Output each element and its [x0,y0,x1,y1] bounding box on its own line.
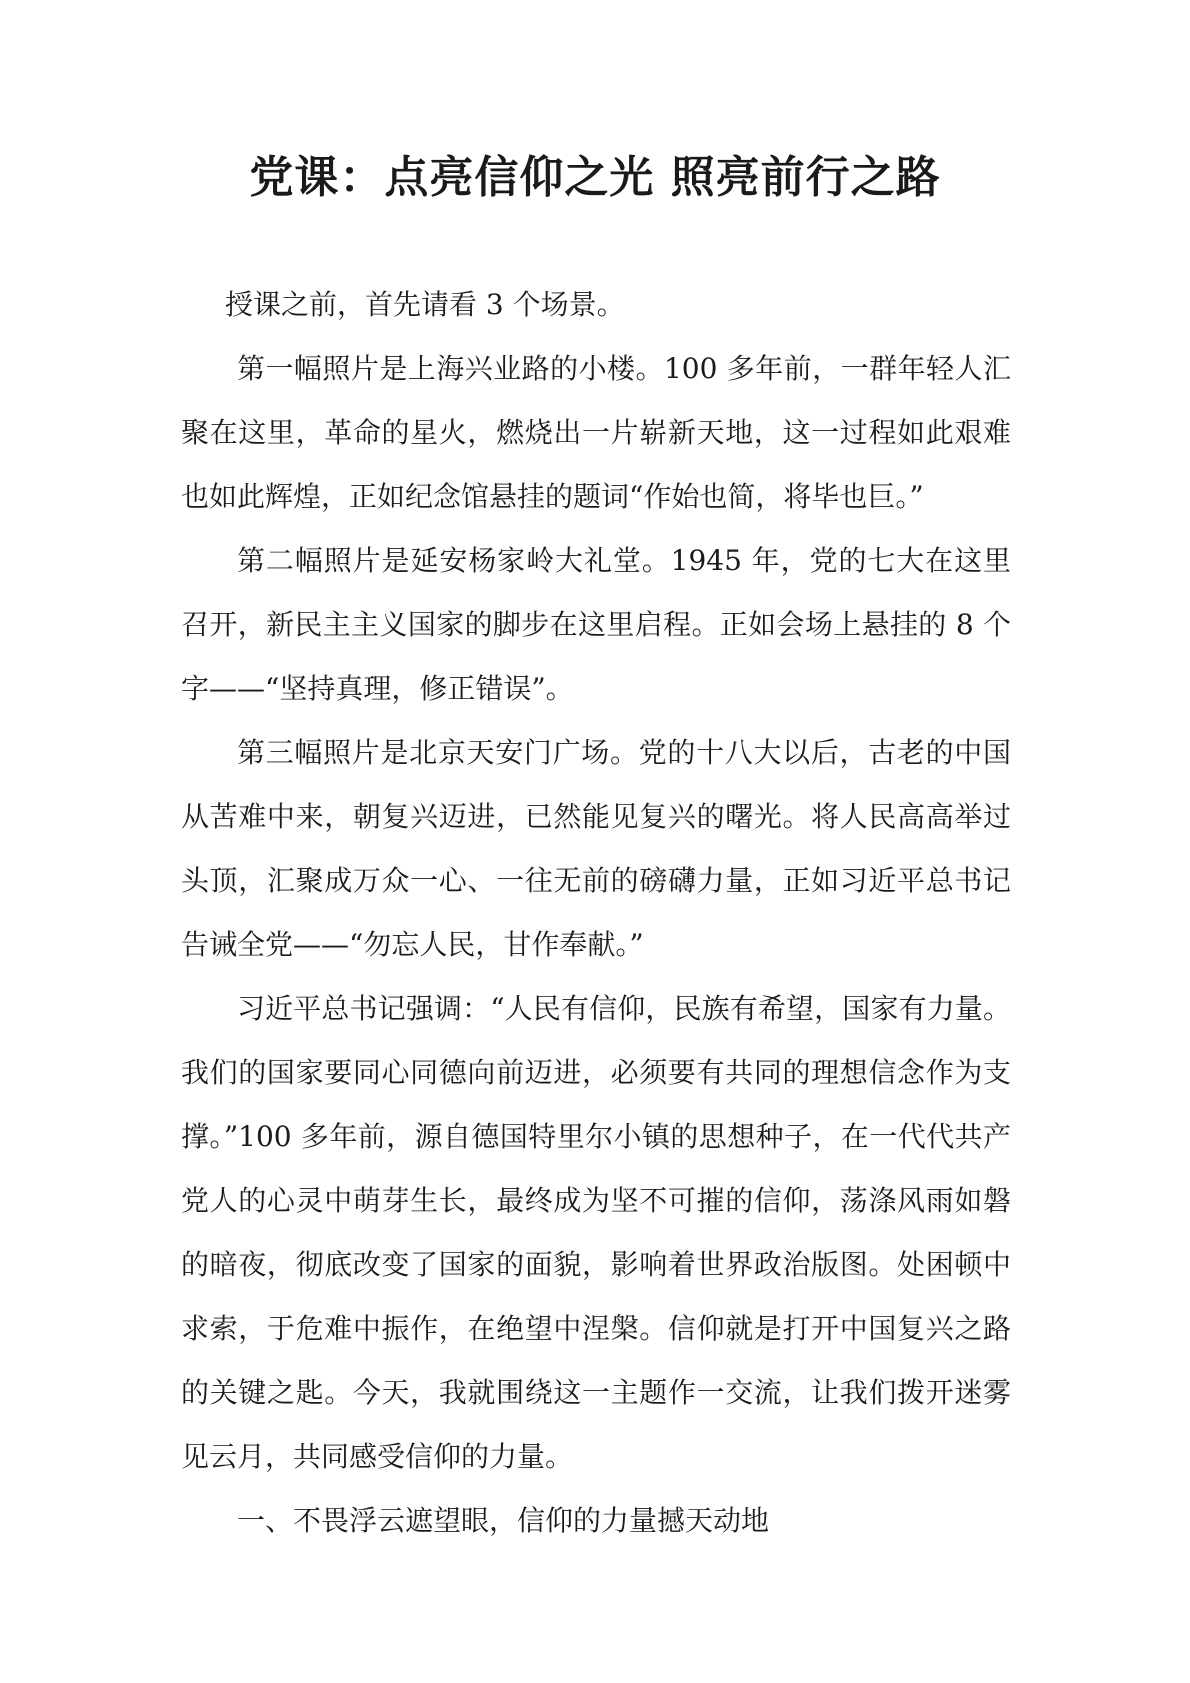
paragraph-scene-three: 第三幅照片是北京天安门广场。党的十八大以后，古老的中国从苦难中来，朝复兴迈进，已然能见复兴的曙光。将人民高高举过头顶，汇聚成万众一心、一往无前的磅礴力量，正如习近平总书记告诫全党——“勿忘人民，甘作奉献。” [181,736,1011,961]
document-title: 党课：点亮信仰之光 照亮前行之路 [249,152,941,203]
paragraph-scene-two: 第二幅照片是延安杨家岭大礼堂。1945 年，党的七大在这里召开，新民主主义国家的脚步在这里启程。正如会场上悬挂的 8 个字——“坚持真理，修正错误”。 [181,544,1011,705]
section-heading-one: 一、不畏浮云遮望眼，信仰的力量撼天动地 [237,1504,770,1537]
intro-paragraph: 授课之前，首先请看 3 个场景。 [225,288,625,321]
paragraph-belief: 习近平总书记强调：“人民有信仰，民族有希望，国家有力量。我们的国家要同心同德向前迈进，必须要有共同的理想信念作为支撑。”100 多年前，源自德国特里尔小镇的思想种子，在一代代共产党人的心灵中萌芽生长，最终成为坚不可摧的信仰，荡涤风雨如磐的暗夜，彻底改变了国家的面貌，影响着世界政治版图。处困顿中求索，于危难中振作，在绝望中涅槃。信仰就是打开中国复兴之路的关键之匙。今天，我就围绕这一主题作一交流，让我们拨开迷雾见云月，共同感受信仰的力量。 [181,992,1011,1473]
paragraph-scene-one: 第一幅照片是上海兴业路的小楼。100 多年前，一群年轻人汇聚在这里，革命的星火，燃烧出一片崭新天地，这一过程如此艰难也如此辉煌，正如纪念馆悬挂的题词“作始也简，将毕也巨。” [181,352,1011,513]
document-body [181,273,1011,1553]
